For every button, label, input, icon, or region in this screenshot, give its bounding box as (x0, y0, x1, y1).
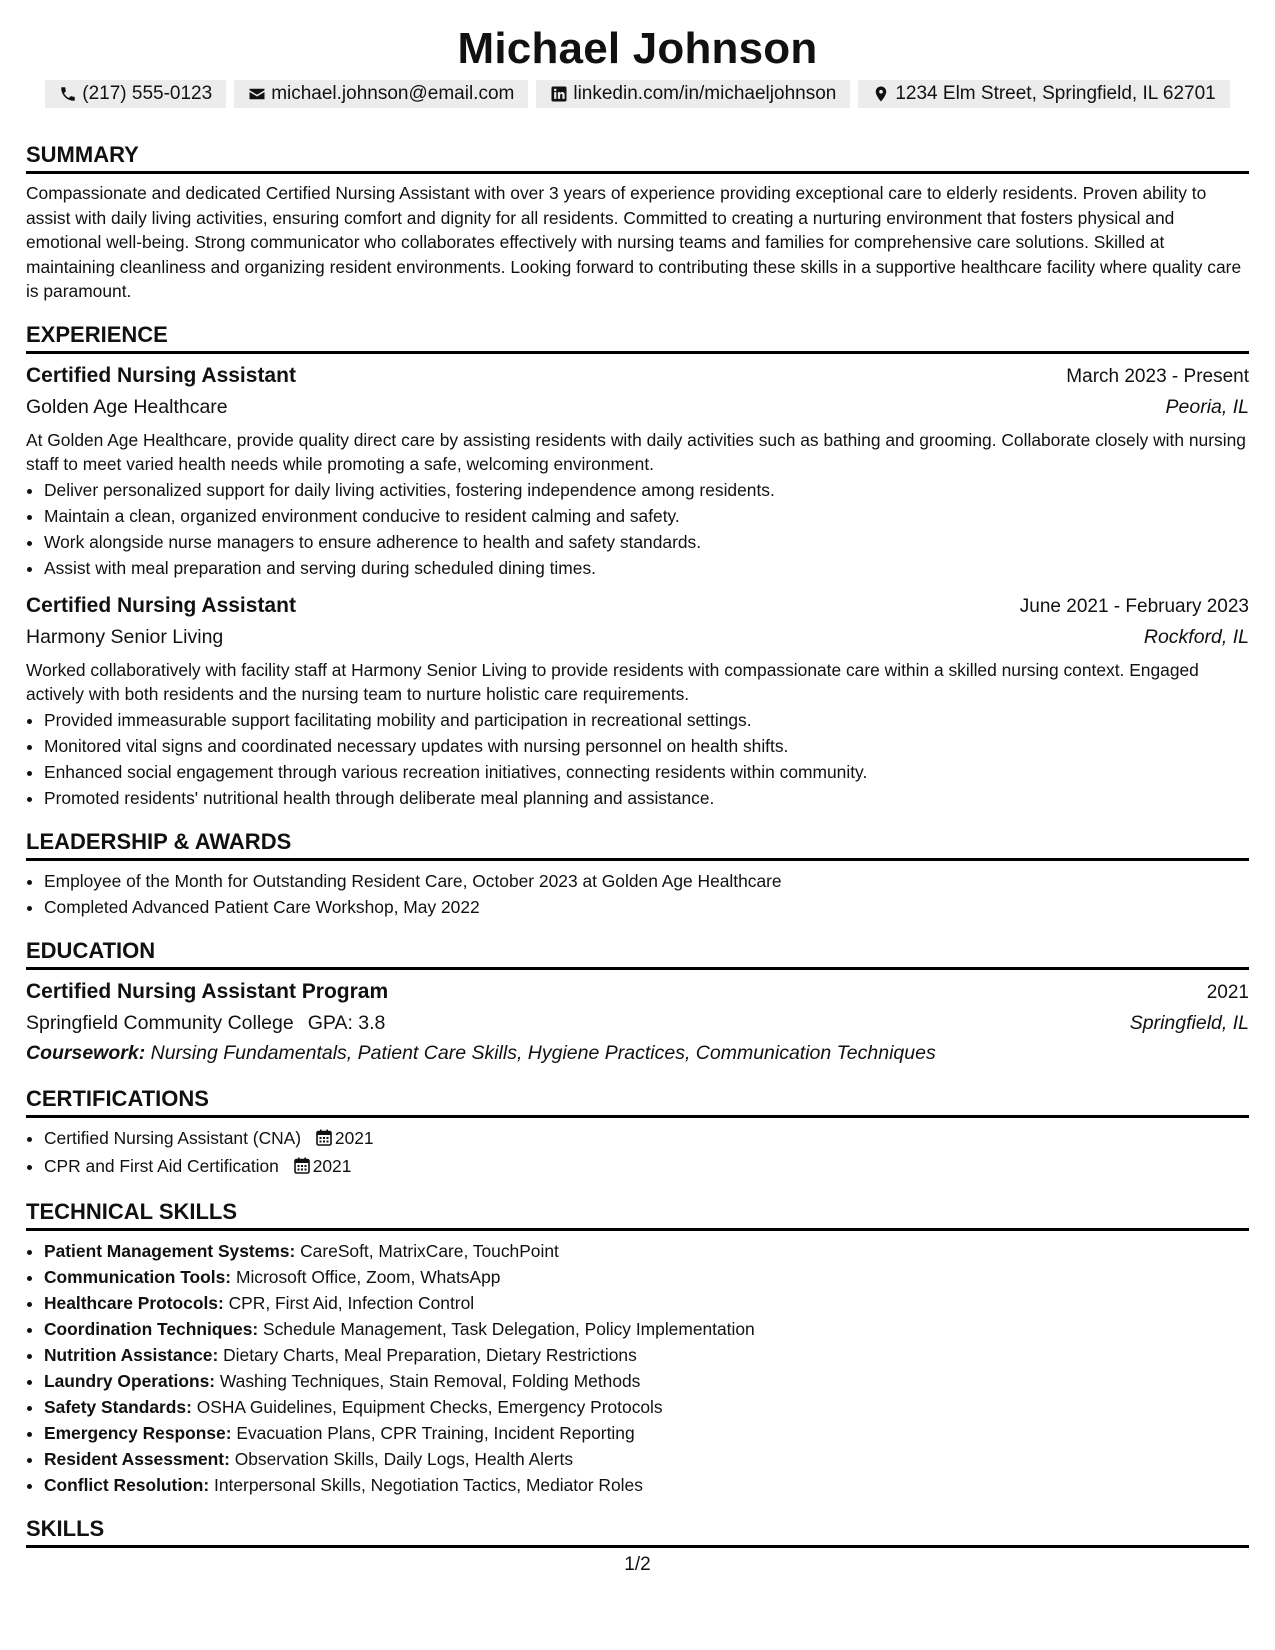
certification-year: 2021 (334, 1127, 374, 1148)
map-pin-icon (872, 85, 890, 103)
education-location: Springfield, IL (1129, 1011, 1249, 1034)
skill-category: Nutrition Assistance: (44, 1344, 219, 1365)
education-section (26, 938, 1249, 1068)
skill-values: Washing Techniques, Stain Removal, Folding Methods (219, 1370, 641, 1391)
certification-name: Certified Nursing Assistant (CNA) (44, 1127, 302, 1148)
list-item: • Promoted residents' nutritional health through deliberate meal planning and assistance. (44, 785, 1249, 811)
list-item (44, 1420, 1249, 1446)
list-item (44, 1368, 1249, 1394)
awards-section (26, 829, 1249, 920)
awards-heading: LEADERSHIP & AWARDS (26, 829, 1249, 861)
awards-list (26, 868, 1249, 920)
phone-chip[interactable] (45, 80, 226, 108)
list-item (44, 1153, 1249, 1181)
contact-bar (26, 80, 1249, 108)
list-item (44, 1342, 1249, 1368)
summary-section (26, 142, 1249, 304)
skill-category: Healthcare Protocols: (44, 1292, 224, 1313)
certifications-list (26, 1125, 1249, 1181)
list-item (44, 1316, 1249, 1342)
skill-category: Emergency Response: (44, 1422, 232, 1443)
skill-category: Safety Standards: (44, 1396, 192, 1417)
coursework-label: Coursework: (26, 1041, 146, 1064)
skill-category: Communication Tools: (44, 1266, 232, 1287)
calendar-icon (316, 1127, 332, 1153)
email-text: michael.johnson@email.com (271, 83, 515, 104)
candidate-name: Michael Johnson (457, 24, 818, 73)
skill-category: Resident Assessment: (44, 1448, 230, 1469)
list-item (44, 1264, 1249, 1290)
skills-heading: SKILLS (26, 1516, 1249, 1548)
skill-category: Patient Management Systems: (44, 1240, 296, 1261)
skill-values: CareSoft, MatrixCare, TouchPoint (300, 1240, 559, 1261)
calendar-icon (294, 1155, 310, 1181)
phone-text: (217) 555-0123 (82, 83, 213, 104)
coursework-text: Nursing Fundamentals, Patient Care Skills, Hygiene Practices, Communication Techniques (150, 1041, 936, 1064)
envelope-icon (248, 85, 266, 103)
skill-category: Laundry Operations: (44, 1370, 216, 1391)
experience-heading: EXPERIENCE (26, 322, 1249, 354)
coursework-line (26, 1038, 1249, 1068)
job-title: Certified Nursing Assistant (26, 593, 296, 617)
address-text: 1234 Elm Street, Springfield, IL 62701 (895, 83, 1216, 104)
education-school: Springfield Community College (26, 1011, 294, 1034)
skill-values: Schedule Management, Task Delegation, Policy Implementation (263, 1318, 755, 1339)
email-chip[interactable] (234, 80, 528, 108)
page-number: 1/2 (624, 1554, 651, 1575)
job-entry (26, 591, 1249, 811)
resume-page (26, 0, 1249, 1555)
education-year: 2021 (1206, 981, 1249, 1003)
list-item (44, 1472, 1249, 1498)
skill-values: Evacuation Plans, CPR Training, Incident Reporting (236, 1422, 635, 1443)
education-heading: EDUCATION (26, 938, 1249, 970)
certification-name: CPR and First Aid Certification (44, 1155, 279, 1176)
job-location: Peoria, IL (1165, 395, 1249, 418)
job-bullets (26, 477, 1249, 581)
skill-values: Dietary Charts, Meal Preparation, Dietary Restrictions (223, 1344, 637, 1365)
job-dates: June 2021 - February 2023 (1019, 595, 1249, 617)
list-item: • Enhanced social engagement through various recreation initiatives, connecting residents within community. (44, 759, 1249, 785)
list-item: • Monitored vital signs and coordinated necessary updates with nursing personnel on health shifts. (44, 733, 1249, 759)
skill-values: Interpersonal Skills, Negotiation Tactics, Mediator Roles (214, 1474, 643, 1495)
list-item (44, 1290, 1249, 1316)
skill-values: Microsoft Office, Zoom, WhatsApp (235, 1266, 501, 1287)
list-item (44, 1238, 1249, 1264)
job-employer: Golden Age Healthcare (26, 395, 228, 418)
list-item: • Maintain a clean, organized environment conducive to resident calming and safety. (44, 503, 1249, 529)
list-item (44, 1394, 1249, 1420)
list-item: • Deliver personalized support for daily living activities, fostering independence among residents. (44, 477, 1249, 503)
skill-values: Observation Skills, Daily Logs, Health Alerts (234, 1448, 574, 1469)
linkedin-text: linkedin.com/in/michaeljohnson (573, 83, 837, 104)
linkedin-icon (550, 85, 568, 103)
technical-skills-heading: TECHNICAL SKILLS (26, 1199, 1249, 1231)
job-location: Rockford, IL (1143, 625, 1249, 648)
certifications-section (26, 1086, 1249, 1181)
list-item: • Work alongside nurse managers to ensure adherence to health and safety standards. (44, 529, 1249, 555)
skill-values: OSHA Guidelines, Equipment Checks, Emergency Protocols (196, 1396, 663, 1417)
job-dates: March 2023 - Present (1066, 365, 1249, 387)
list-item: • Provided immeasurable support facilitating mobility and participation in recreational settings. (44, 707, 1249, 733)
job-description: At Golden Age Healthcare, provide quality direct care by assisting residents with daily activities such as bathing and grooming. Collaborate closely with nursing staff to meet varied health needs while promoting a safe, welcoming environment. (26, 429, 1246, 475)
job-bullets (26, 707, 1249, 811)
address-chip[interactable] (858, 80, 1229, 108)
skill-category: Conflict Resolution: (44, 1474, 210, 1495)
list-item: • Assist with meal preparation and serving during scheduled dining times. (44, 555, 1249, 581)
job-title: Certified Nursing Assistant (26, 363, 296, 387)
skill-values: CPR, First Aid, Infection Control (228, 1292, 475, 1313)
certification-year: 2021 (312, 1155, 352, 1176)
skills-section (26, 1516, 1249, 1548)
technical-skills-section (26, 1199, 1249, 1498)
list-item: • Employee of the Month for Outstanding Resident Care, October 2023 at Golden Age Healthcare (44, 868, 1249, 894)
list-item: • Completed Advanced Patient Care Workshop, May 2022 (44, 894, 1249, 920)
education-gpa: GPA: 3.8 (307, 1011, 386, 1034)
technical-skills-list (26, 1238, 1249, 1498)
experience-section (26, 322, 1249, 811)
job-entry (26, 361, 1249, 581)
list-item (44, 1446, 1249, 1472)
certifications-heading: CERTIFICATIONS (26, 1086, 1249, 1118)
job-description: Worked collaboratively with facility staff at Harmony Senior Living to provide residents with compassionate care within a skilled nursing context. Engaged actively with both residents and the nursing team to nurture holistic care requirements. (26, 659, 1199, 705)
summary-heading: SUMMARY (26, 142, 1249, 174)
linkedin-chip[interactable] (536, 80, 850, 108)
job-employer: Harmony Senior Living (26, 625, 224, 648)
skill-category: Coordination Techniques: (44, 1318, 259, 1339)
phone-icon (59, 85, 77, 103)
education-program: Certified Nursing Assistant Program (26, 979, 389, 1003)
list-item (44, 1125, 1249, 1153)
summary-text: Compassionate and dedicated Certified Nursing Assistant with over 3 years of experience providing exceptional care to elderly residents. Proven ability to assist with daily living activities, ensuring comfort and dignity for all residents. Committed to creating a nurturing environment that fosters physical and emotional well-being. Strong communicator who collaborates effectively with nursing teams and families for comprehensive care solutions. Skilled at maintaining cleanliness and organizing resident environments. Looking forward to contributing these skills in a supportive healthcare facility where quality care is paramount. (26, 183, 1242, 302)
